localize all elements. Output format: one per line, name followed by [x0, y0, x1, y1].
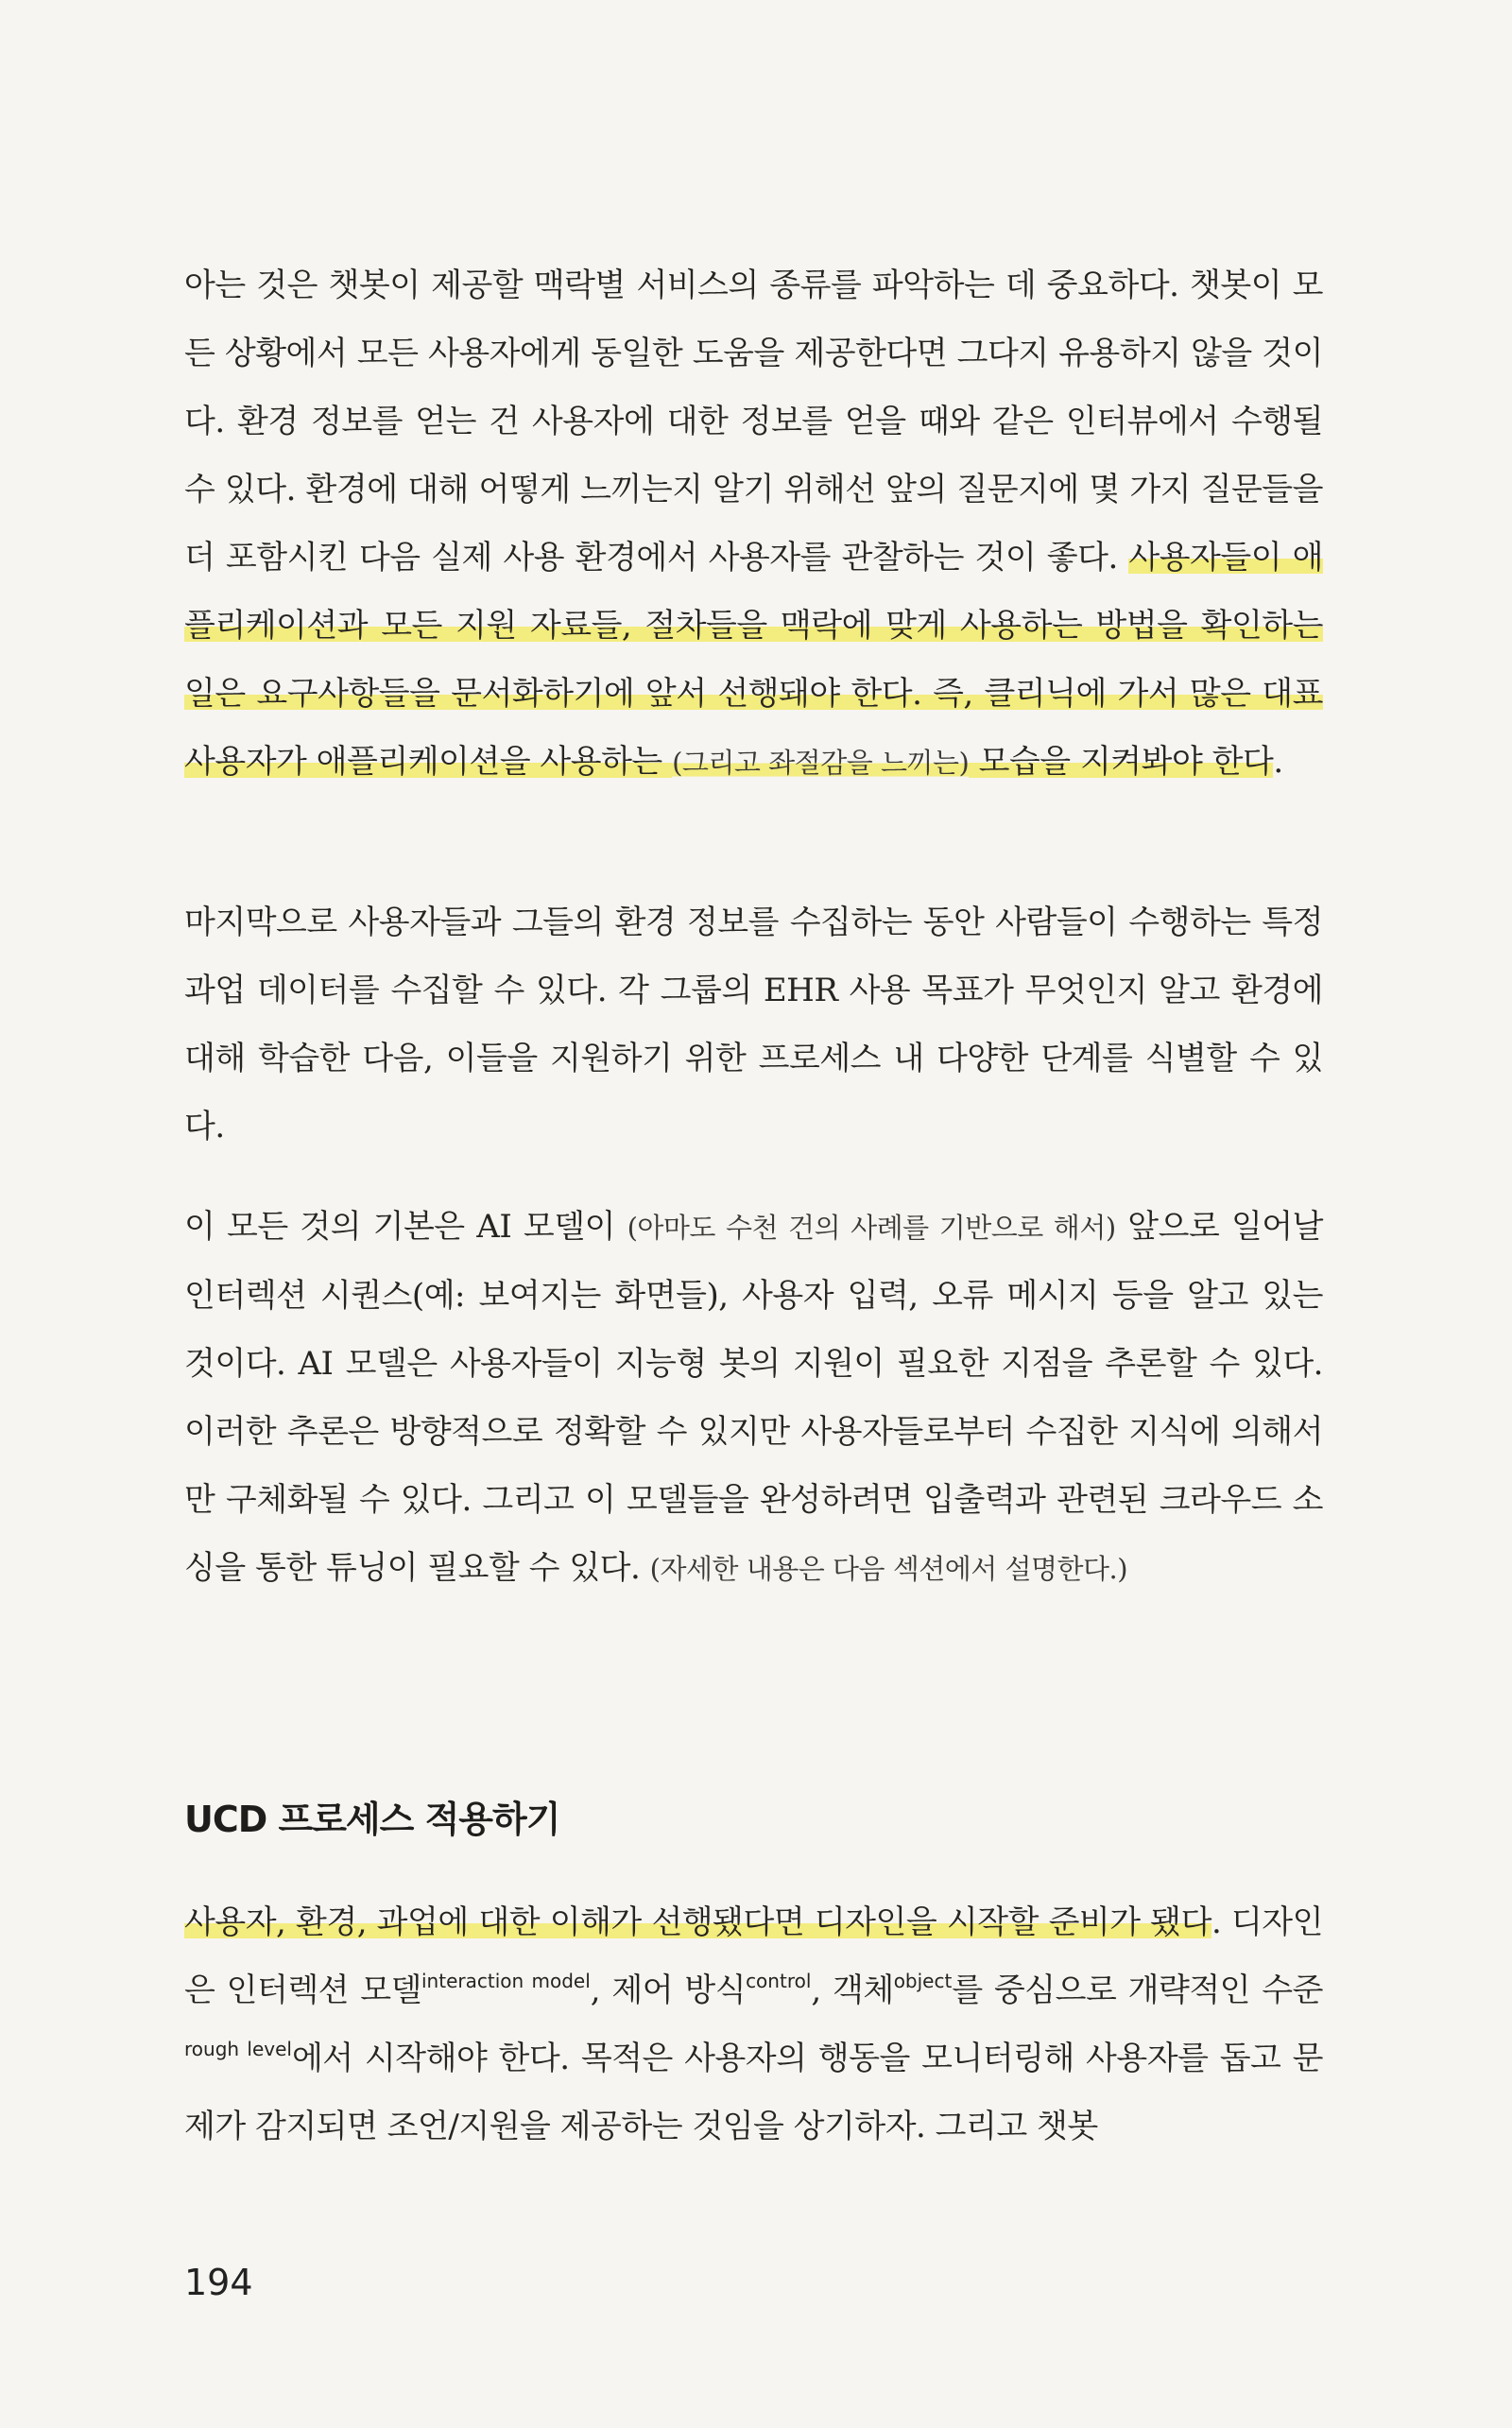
highlighted-text: 사용자들이 애플리케이션과 모든 지원 자료들, 절차들을 맥락에 맞게 사용하는 방법을 확인하는 일은 요구사항들을 문서화하기에 앞서 선행돼야 한다. 즉, 클리닉에 가서 많은 대표 사용자가 애플리케이션을 사용하는	[184, 539, 1323, 781]
paragraph-text: 앞으로 일어날 인터렉션 시퀀스(예: 보여지는 화면들), 사용자 입력, 오류 메시지 등을 알고 있는 것이다. AI 모델은 사용자들이 지능형 봇의 지원이 필요한 지점을 추론할 수 있다. 이러한 추론은 방향적으로 정확할 수 있지만 사용자들로부터 수집한 지식에 의해서만 구체화될 수 있다. 그리고 이 모델들을 완성하려면 입출력과 관련된 크라우드 소싱을 통한 튜닝이 필요할 수 있다.	[184, 1208, 1323, 1587]
paragraph-context-observation	[184, 251, 1323, 797]
paragraph-text: 를 중심으로 개략적인 수준	[952, 1972, 1323, 2009]
term-annotation: object	[893, 1970, 953, 1992]
paragraph-text: .	[1273, 743, 1283, 781]
paragraph-text: 아는 것은 챗봇이 제공할 맥락별 서비스의 종류를 파악하는 데 중요하다. 챗봇이 모든 상황에서 모든 사용자에게 동일한 도움을 제공한다면 그다지 유용하지 않을 것이다. 환경 정보를 얻는 건 사용자에 대한 정보를 얻을 때와 같은 인터뷰에서 수행될 수 있다. 환경에 대해 어떻게 느끼는지 알기 위해선 앞의 질문지에 몇 가지 질문들을 더 포함시킨 다음 실제 사용 환경에서 사용자를 관찰하는 것이 좋다.	[184, 267, 1323, 577]
paragraph-task-data: 마지막으로 사용자들과 그들의 환경 정보를 수집하는 동안 사람들이 수행하는 특정 과업 데이터를 수집할 수 있다. 각 그룹의 EHR 사용 목표가 무엇인지 알고 환경에 대해 학습한 다음, 이들을 지원하기 위한 프로세스 내 다양한 단계를 식별할 수 있다.	[184, 904, 1323, 1145]
term-annotation: control	[746, 1970, 812, 1992]
paragraph-text: , 객체	[811, 1972, 894, 2009]
paragraph-text: 에서 시작해야 한다. 목적은 사용자의 행동을 모니터링해 사용자를 돕고 문제가 감지되면 조언/지원을 제공하는 것임을 상기하자. 그리고 챗봇	[184, 2040, 1323, 2145]
paragraph-text: 이 모든 것의 기본은 AI 모델이	[184, 1208, 627, 1246]
term-annotation: rough level	[184, 2038, 292, 2060]
highlighted-text: 사용자, 환경, 과업에 대한 이해가 선행됐다면 디자인을 시작할 준비가 됐다	[184, 1903, 1211, 1941]
page-number: 194	[184, 2262, 253, 2303]
paragraph-design-start	[184, 1888, 1323, 2161]
paragraph-text: . 디자인은 인터렉션 모델	[184, 1903, 1323, 2009]
aside-text: (아마도 수천 건의 사례를 기반으로 해서)	[627, 1212, 1116, 1244]
term-annotation: interaction model	[421, 1970, 591, 1992]
paragraph-ai-model	[184, 1193, 1323, 1603]
paragraph-text: , 제어 방식	[590, 1972, 747, 2009]
section-heading: UCD 프로세스 적용하기	[184, 1799, 560, 1840]
aside-text: (자세한 내용은 다음 섹션에서 설명한다.)	[649, 1553, 1128, 1585]
highlighted-text: 모습을 지켜봐야 한다	[969, 743, 1274, 781]
highlighted-aside-text: (그리고 좌절감을 느끼는)	[672, 747, 970, 779]
